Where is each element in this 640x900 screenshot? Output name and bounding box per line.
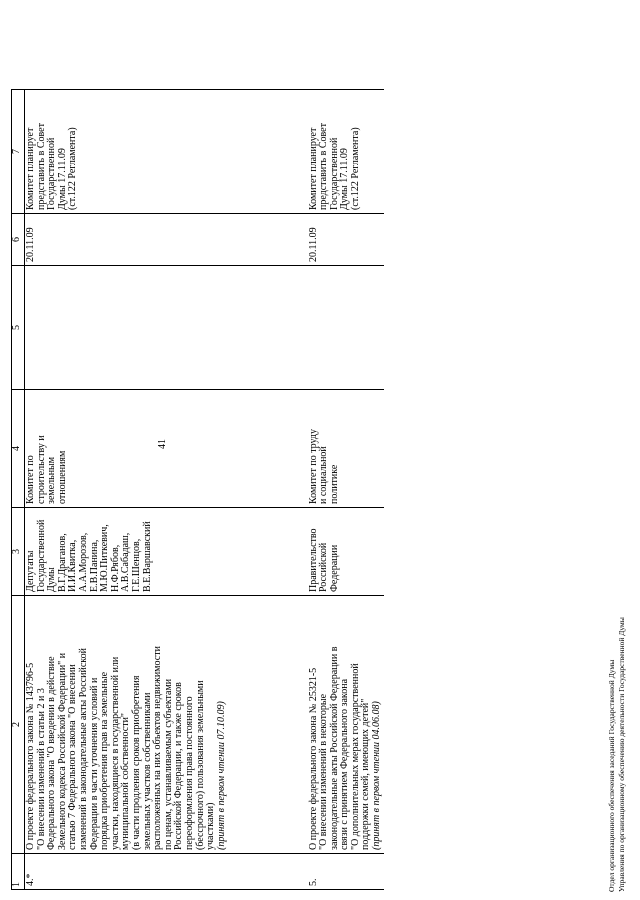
- committee-line: строительству и: [35, 435, 47, 504]
- column-header: 2: [12, 596, 25, 854]
- column-header: 5: [12, 266, 25, 390]
- bill-line: земельных участков собственниками: [141, 692, 153, 850]
- bill-line: "О внесении изменений в некоторые: [318, 693, 330, 850]
- plan-line: Государственной: [328, 137, 340, 210]
- bill-line: Федерального закона "О введении в действие: [46, 656, 58, 850]
- plan-note: [25, 90, 308, 214]
- author-line: Депутаты: [25, 550, 36, 592]
- bill-line: изменений в законодательные акты Российской: [77, 648, 89, 850]
- table-row: [308, 90, 384, 890]
- author-line: Думы: [46, 567, 58, 592]
- author-line: Е.В.Панина,: [88, 539, 100, 592]
- plan-line: Комитет планирует: [307, 127, 319, 210]
- plan-line: Комитет планирует: [25, 127, 36, 210]
- committee-line: и социальной: [318, 446, 330, 504]
- responsible-committee: [308, 390, 384, 508]
- column-header: 7: [12, 90, 25, 214]
- bill-line: порядка приобретения прав на земельные: [99, 671, 111, 850]
- author-line: В.Е.Варшавский: [141, 521, 153, 592]
- plan-line: (ст.122 Регламента): [67, 127, 79, 210]
- bill-line: О проекте федерального закона № 143796-5: [25, 662, 36, 850]
- table-header-row: [12, 90, 25, 890]
- bill-line: переоформления права постоянного: [183, 696, 195, 850]
- bill-line: (бессрочного) пользования земельными: [194, 680, 206, 850]
- plan-line: Думы 17.11.09: [339, 148, 351, 210]
- bill-description: [25, 596, 308, 854]
- committee-line: отношениям: [56, 450, 68, 504]
- plan-line: Государственной: [46, 137, 58, 210]
- bill-status: (принят в первом чтении 07.10.09): [215, 701, 227, 850]
- author-line: Н.Ф.Рябов,: [109, 544, 121, 592]
- row-number: 4.*: [25, 854, 308, 890]
- bill-authors: [25, 508, 308, 596]
- author-line: В.Г.Драганов,: [56, 533, 68, 592]
- author-line: Государственной: [35, 519, 47, 592]
- plan-line: представить в Совет: [318, 123, 330, 210]
- bill-line: Российской Федерации, и также сроков: [173, 682, 185, 850]
- bill-line: поддержки семей, имеющих детей": [360, 698, 372, 850]
- bill-line: расположенных на них объектов недвижимости: [152, 646, 164, 850]
- footer-directorate: Управления по организационному обеспечению деятельности Государственной Думы: [617, 617, 626, 892]
- bill-status: (принят в первом чтении 04.06.08): [371, 701, 383, 850]
- bill-line: (в части продления сроков приобретения: [130, 675, 142, 850]
- column-header: 6: [12, 214, 25, 266]
- author-line: Г.Е.Шенцов,: [130, 538, 142, 592]
- committee-line: политике: [328, 464, 340, 504]
- committee-line: Комитет по труду: [307, 428, 319, 504]
- bill-line: О проекте федерального закона № 25321-5: [307, 667, 319, 850]
- date-cell: 20.11.09: [308, 214, 384, 266]
- author-line: М.Ю.Питкевич,: [99, 524, 111, 592]
- bill-line: Федерации в части уточнения условий и: [88, 677, 100, 850]
- bill-line: участками): [205, 802, 217, 850]
- column-5-cell: [25, 266, 308, 390]
- bill-line: законодательные акты Российской Федерации в: [328, 646, 340, 850]
- plan-note: [308, 90, 384, 214]
- bills-table: [11, 89, 384, 890]
- column-header: 1: [12, 854, 25, 890]
- column-5-cell: [308, 266, 384, 390]
- committee-line: Комитет по: [25, 455, 36, 504]
- responsible-committee: [25, 390, 308, 508]
- bill-line: "О дополнительных мерах государственной: [349, 663, 361, 850]
- author-line: Федерации: [328, 544, 340, 592]
- plan-line: Думы 17.11.09: [56, 148, 68, 210]
- page-number: 41: [157, 439, 168, 449]
- bill-line: статью 7 Федерального закона "О внесении: [67, 664, 79, 850]
- table-row: [25, 90, 308, 890]
- author-line: А.А.Морозов,: [77, 532, 89, 592]
- plan-line: представить в Совет: [35, 123, 47, 210]
- bill-line: участки, находящиеся в государственной или: [109, 656, 121, 850]
- bill-description: [308, 596, 384, 854]
- plan-line: (ст.122 Регламента): [349, 127, 361, 210]
- committee-line: земельным: [46, 456, 58, 504]
- row-number: 5.: [308, 854, 384, 890]
- footer-department: Отдел организационного обеспечения заседаний Государственной Думы: [607, 659, 616, 892]
- bill-line: "О внесении изменений в статьи 2 и 3: [35, 688, 47, 850]
- bill-line: связи с принятием Федерального закона: [339, 678, 351, 850]
- author-line: А.В.Сабадаш,: [120, 532, 132, 592]
- bill-line: по ценам, устанавливаемым субъектами: [162, 678, 174, 850]
- bill-authors: [308, 508, 384, 596]
- date-cell: 20.11.09: [25, 214, 308, 266]
- column-header: 4: [12, 390, 25, 508]
- author-line: Российской: [318, 542, 330, 592]
- author-line: Правительство: [307, 528, 319, 592]
- author-line: И.И.Квитка,: [67, 539, 79, 592]
- bill-line: Земельного кодекса Российской Федерации" и: [56, 652, 68, 850]
- column-header: 3: [12, 508, 25, 596]
- bill-line: муниципальной собственности": [120, 713, 132, 850]
